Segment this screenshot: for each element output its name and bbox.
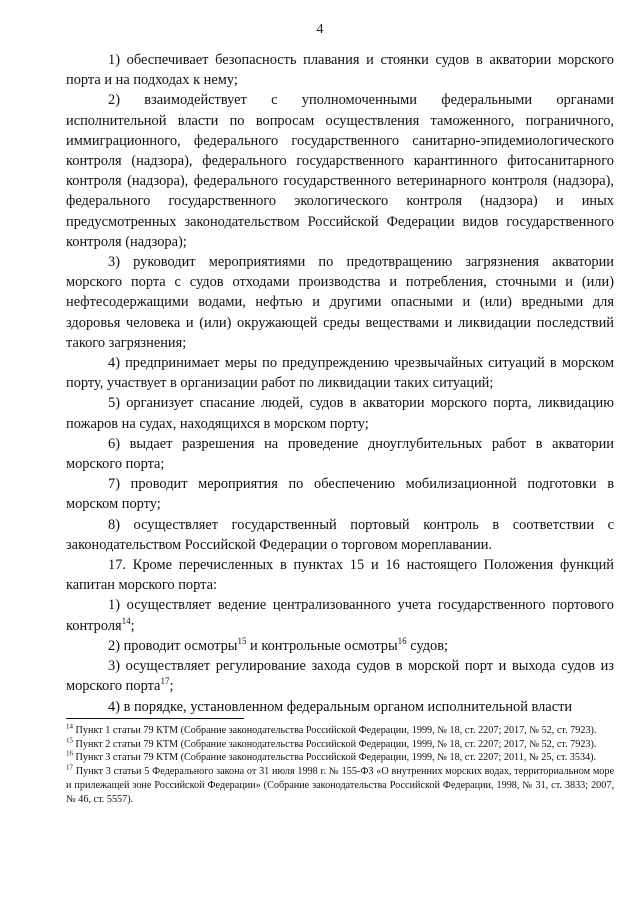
paragraph-7: 7) проводит мероприятия по обеспечению мобилизационной подготовки в морском порту;	[66, 476, 614, 513]
footnote	[66, 724, 614, 738]
paragraph-8: 8) осуществляет государственный портовый контроль в соответствии с законодательством Российской Федерации о торговом мореплавании.	[66, 516, 614, 553]
footnote-text: Пункт 3 статьи 5 Федерального закона от 31 июля 1998 г. № 155-ФЗ «О внутренних морских водах, территориальном море и прилежащей зоне Российской Федерации» (Собрание законодательства Российской Федерации, 1998, № 31, ст. 3833; 2007, № 46, ст. 5557).	[66, 766, 614, 805]
paragraph-17: 17. Кроме перечисленных в пунктах 15 и 16 настоящего Положения функций капитан морского порта:	[66, 557, 614, 594]
footnote-number: 17	[66, 763, 73, 772]
paragraph-end: ;	[130, 617, 135, 634]
footnote	[66, 765, 614, 806]
paragraph-17-1	[66, 595, 614, 635]
footnote-ref: 14	[121, 615, 131, 626]
footnote-text: Пункт 2 статьи 79 КТМ (Собрание законодательства Российской Федерации, 1999, № 18, ст. 2207; 2017, № 52, ст. 7923).	[73, 738, 597, 750]
paragraph-text: 2) проводит осмотры	[108, 637, 238, 654]
footnote-ref: 16	[397, 636, 407, 647]
footnote-ref: 15	[237, 636, 247, 647]
main-text	[66, 50, 614, 717]
footnote-text: Пункт 3 статьи 79 КТМ (Собрание законодательства Российской Федерации, 1999, № 18, ст. 2207; 2011, № 25, ст. 3534).	[73, 752, 597, 764]
footnote-text: Пункт 1 статьи 79 КТМ (Собрание законодательства Российской Федерации, 1999, № 18, ст. 2207; 2017, № 52, ст. 7923).	[73, 725, 597, 736]
paragraph-4: 4) предпринимает меры по предупреждению чрезвычайных ситуаций в морском порту, участвует в организации работ по ликвидации таких ситуаций;	[66, 355, 614, 392]
paragraph-5: 5) организует спасание людей, судов в акватории морского порта, ликвидацию пожаров на судах, находящихся в морском порту;	[66, 395, 614, 432]
paragraph-6: 6) выдает разрешения на проведение дноуглубительных работ в акватории морского порта;	[66, 435, 614, 473]
footnote-number: 14	[66, 722, 73, 731]
footnote-number: 16	[66, 750, 73, 759]
paragraph-2: 2) взаимодействует с уполномоченными федеральными органами исполнительной власти по вопросам осуществления таможенного, пограничного, иммиграционного, федерального государственного санитарно-эпидемиологического контроля (надзора), федерального государственного карантинного фитосанитарного контроля (надзора), федерального государственного ветеринарного контроля (надзора), федерального государственного экологического контроля (надзора) и иных предусмотренных законодательством Российской Федерации видов государственного контроля (надзора);	[66, 92, 614, 250]
paragraph-17-3	[66, 656, 614, 696]
paragraph-17-2	[66, 636, 614, 656]
paragraph-end: судов;	[406, 637, 449, 654]
footnote-number: 15	[66, 736, 73, 745]
paragraph-text: 1) осуществляет ведение централизованного учета государственного портового контроля	[66, 597, 614, 634]
footnote	[66, 751, 614, 765]
footnotes	[66, 724, 614, 806]
footnote-separator	[66, 718, 244, 719]
paragraph-1: 1) обеспечивает безопасность плавания и стоянки судов в акватории морского порта и на подходах к нему;	[66, 52, 614, 89]
paragraph-text: и контрольные осмотры	[246, 637, 398, 654]
footnote-ref: 17	[160, 676, 170, 687]
paragraph-end: ;	[169, 678, 174, 695]
paragraph-17-4: 4) в порядке, установленном федеральным органом исполнительной власти	[108, 698, 573, 715]
footnote	[66, 738, 614, 752]
paragraph-3: 3) руководит мероприятиями по предотвращению загрязнения акватории морского порта с судов отходами производства и потребления, сточными и (или) нефтесодержащими водами, нефтью и другими опасными и (или) вредными для здоровья человека и (или) окружающей среды веществами и ликвидации последствий такого загрязнения;	[66, 254, 614, 351]
page-number: 4	[316, 22, 324, 37]
paragraph-text: 3) осуществляет регулирование захода судов в морской порт и выхода судов из морского порта	[66, 658, 614, 695]
